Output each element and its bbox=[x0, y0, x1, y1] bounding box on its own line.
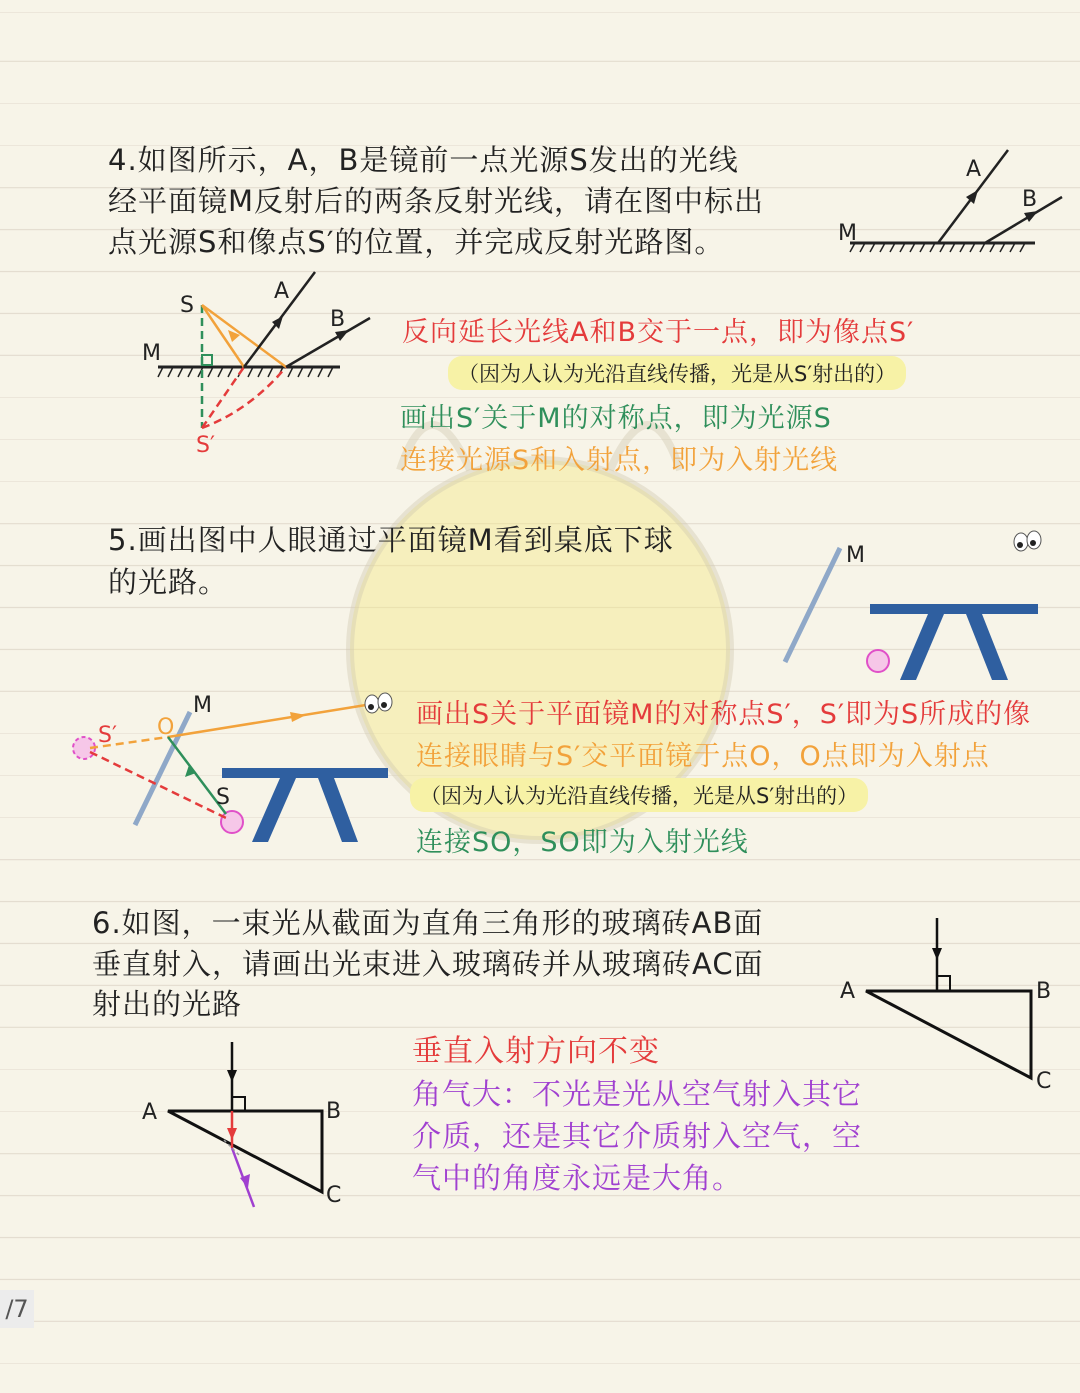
q6-label-c: C bbox=[1036, 1069, 1052, 1094]
q5-solution-label-s-prime: S′ bbox=[98, 723, 117, 748]
q4-label-b: B bbox=[1022, 187, 1038, 212]
q6-note-purple-1: 角气大：不光是光从空气射入其它 bbox=[412, 1077, 863, 1111]
q4-note-red: 反向延长光线A和B交于一点，即为像点S′ bbox=[402, 317, 915, 348]
q4-label-a: A bbox=[966, 157, 982, 182]
q4-solution-label-s-prime: S′ bbox=[196, 433, 215, 458]
q4-line-3: 点光源S和像点S′的位置，并完成反射光路图。 bbox=[108, 225, 725, 259]
q5-line-1: 5.画出图中人眼通过平面镜M看到桌底下球 bbox=[108, 523, 674, 557]
q5-note-orange: 连接眼睛与S′交平面镜于点O，O点即为入射点 bbox=[416, 741, 990, 772]
q5-solution-label-o: O bbox=[157, 715, 175, 740]
q4-solution-label-s: S bbox=[180, 293, 194, 318]
q4-line-2: 经平面镜M反射后的两条反射光线，请在图中标出 bbox=[108, 184, 765, 218]
q5-line-2: 的光路。 bbox=[108, 565, 229, 599]
q5-note-green: 连接SO，SO即为入射光线 bbox=[416, 827, 749, 858]
q6-solution-label-b: B bbox=[326, 1099, 342, 1124]
q4-solution-label-b: B bbox=[330, 307, 346, 332]
q6-line-3: 射出的光路 bbox=[92, 987, 243, 1021]
q4-solution-label-m: M bbox=[142, 341, 161, 366]
q6-label-b: B bbox=[1036, 979, 1052, 1004]
q4-line-1: 4.如图所示，A，B是镜前一点光源S发出的光线 bbox=[108, 143, 739, 177]
q6-line-1: 6.如图，一束光从截面为直角三角形的玻璃砖AB面 bbox=[92, 906, 764, 940]
q6-note-purple-2: 介质，还是其它介质射入空气，空 bbox=[412, 1119, 863, 1153]
q6-line-2: 垂直射入，请画出光束进入玻璃砖并从玻璃砖AC面 bbox=[92, 947, 764, 981]
q5-solution-label-m: M bbox=[193, 693, 212, 718]
q5-note-red: 画出S关于平面镜M的对称点S′，S′即为S所成的像 bbox=[416, 699, 1032, 730]
q6-note-red: 垂直入射方向不变 bbox=[412, 1034, 660, 1069]
q4-solution-label-a: A bbox=[274, 279, 290, 304]
q4-note-green: 画出S′关于M的对称点，即为光源S bbox=[400, 403, 832, 434]
q6-solution-label-a: A bbox=[142, 1100, 158, 1125]
q4-note-paren: （因为人认为光沿直线传播，光是从S′射出的） bbox=[448, 356, 906, 390]
page-number: /7 bbox=[0, 1290, 34, 1328]
q6-solution-label-c: C bbox=[326, 1183, 342, 1208]
q6-note-purple-3: 气中的角度永远是大角。 bbox=[412, 1161, 743, 1195]
q4-note-orange: 连接光源S和入射点，即为入射光线 bbox=[400, 445, 839, 476]
q5-note-paren: （因为人认为光沿直线传播，光是从S′射出的） bbox=[410, 778, 868, 812]
q6-label-a: A bbox=[840, 979, 856, 1004]
q5-solution-label-s: S bbox=[216, 785, 230, 810]
q4-label-m: M bbox=[838, 221, 857, 246]
q5-label-m: M bbox=[846, 543, 865, 568]
